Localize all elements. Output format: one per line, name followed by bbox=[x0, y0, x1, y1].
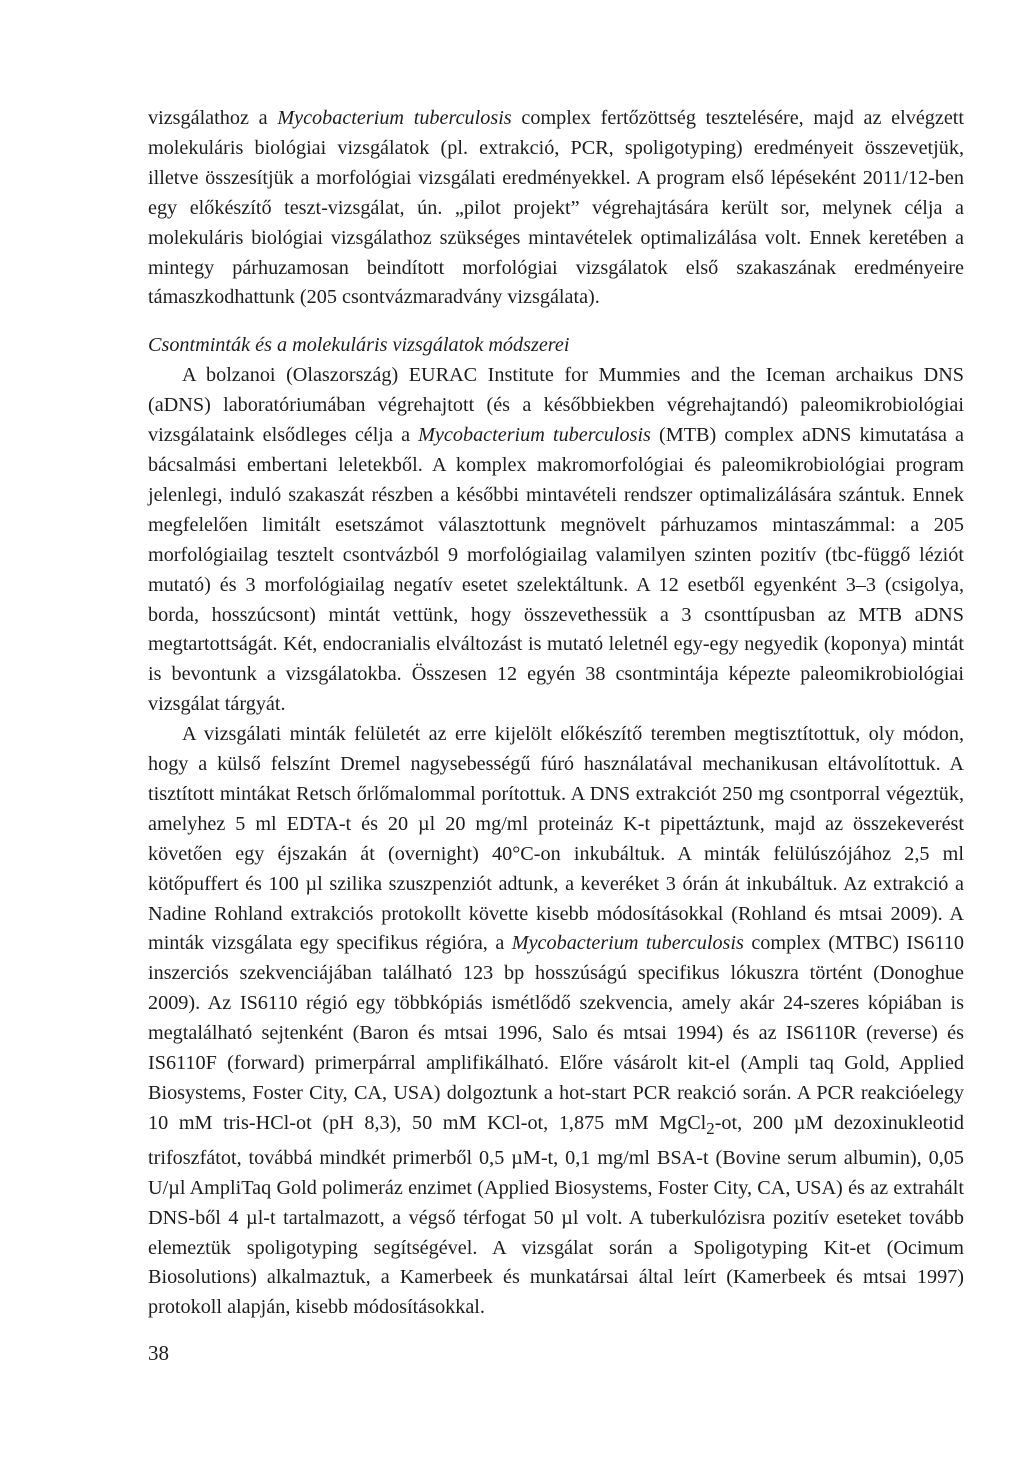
document-page bbox=[148, 104, 964, 1323]
paragraph-methods-procedure bbox=[148, 720, 964, 1323]
paragraph-text: A bolzanoi (Olaszország) EURAC Institute for Mummies and the Iceman archaikus DNS (aDNS) laboratóriumában végrehajtott (és a későbbiekben végrehajtandó) paleomikrobiológiai vizsgálataink elsődleges célja a bbox=[148, 364, 964, 447]
paragraph-text: A vizsgálati minták felületét az erre kijelölt előkészítő teremben megtisztítottuk, oly módon, hogy a külső felszínt Dremel nagysebességű fúró használatával mechanikusan eltávolítottuk. A tisztított mintákat Retsch őrlőmalommal porítottuk. A DNS extrakciót 250 mg csontporral végeztük, amelyhez 5 ml EDTA-t és 20 µl 20 mg/ml proteináz K-t pipettáztunk, majd az összekeverést követően egy éjszakán át (overnight) 40°C-on inkubáltuk. A minták felülúszójához 2,5 ml kötőpuffert és 100 µl szilika szuszpenziót adtunk, a keveréket 3 órán át inkubáltuk. Az extrakció a Nadine Rohland extrakciós protokollt követte kisebb módosításokkal (Rohland és mtsai 2009). A minták vizsgálata egy specifikus régióra, a bbox=[148, 723, 964, 955]
section-heading: Csontminták és a molekuláris vizsgálatok módszerei bbox=[148, 334, 570, 357]
paragraph-text: complex (MTBC) IS6110 inszerciós szekvenciájában található 123 bp hosszúságú specifikus lókuszra történt (Donoghue 2009). Az IS6110 régió egy többkópiás ismétlődő szekvencia, amely akár 24-szeres kópiában is megtalálható sejtenként (Baron és mtsai 1996, Salo és mtsai 1994) és az IS6110R (reverse) és IS6110F (forward) primerpárral amplifikálható. Előre vásárolt kit-el (Ampli taq Gold, Applied Biosystems, Foster City, CA, USA) dolgoztunk a hot-start PCR reakció során. A PCR reakcióelegy 10 mM tris-HCl-ot (pH 8,3), 50 mM KCl-ot, 1,875 mM MgCl bbox=[148, 932, 965, 1134]
paragraph-text: -ot, 200 µM dezoxinukleotid trifoszfátot, továbbá mindkét primerből 0,5 µM-t, 0,1 mg/ml BSA-t (Bovine serum albumin), 0,05 U/µl AmpliTaq Gold polimeráz enzimet (Applied Biosystems, Foster City, CA, USA) és az extrahált DNS-ből 4 µl-t tartalmazott, a végső térfogat 50 µl volt. A tuberkulózisra pozitív eseteket tovább elemeztük spoligotyping segítségével. A vizsgálat során a Spoligotyping Kit-et (Ocimum Biosolutions) alkalmaztuk, a Kamerbeek és munkatársai által leírt (Kamerbeek és mtsai 1997) protokoll alapján, kisebb módosításokkal. bbox=[148, 1111, 964, 1319]
paragraph-intro bbox=[148, 104, 964, 313]
paragraph-text: vizsgálathoz a bbox=[148, 107, 278, 129]
paragraph-methods-aim bbox=[148, 361, 964, 720]
paragraph-text: complex fertőzöttség tesztelésére, majd az elvégzett molekuláris biológiai vizsgálatok (pl. extrakció, PCR, spoligotyping) eredményeit összevetjük, illetve összesítjük a morfológiai vizsgálati eredményekkel. A program első lépéseként 2011/12-ben egy előkészítő teszt-vizsgálat, ún. „pilot projekt” végrehajtására került sor, melynek célja a molekuláris biológiai vizsgálathoz szükséges mintavételek optimalizálása volt. Ennek keretében a mintegy párhuzamosan beindított morfológiai vizsgálatok első szakaszának eredményeire támaszkodhattunk (205 csontvázmaradvány vizsgálata). bbox=[148, 107, 965, 309]
species-name: Mycobacterium tuberculosis bbox=[277, 107, 512, 129]
species-name: Mycobacterium tuberculosis bbox=[418, 424, 651, 447]
subscript: 2 bbox=[706, 1118, 715, 1138]
species-name: Mycobacterium tuberculosis bbox=[511, 932, 744, 955]
page-number: 38 bbox=[148, 1341, 169, 1365]
paragraph-text: (MTB) complex aDNS kimutatása a bácsalmási embertani leletekből. A komplex makromorfológiai és paleomikrobiológiai program jelenlegi, induló szakaszát részben a későbbi mintavételi rendszer optimalizálására szántuk. Ennek megfelelően limitált esetszámot választottunk megnövelt párhuzamos mintaszámmal: a 205 morfológiailag tesztelt csontvázból 9 morfológiailag valamilyen szinten pozitív (tbc-függő léziót mutató) és 3 morfológiailag negatív esetet szelektáltunk. A 12 esetből egyenként 3–3 (csigolya, borda, hosszúcsont) mintát vettünk, hogy összevethessük a 3 csonttípusban az MTB aDNS megtartottságát. Két, endocranialis elváltozást is mutató leletnél egy-egy negyedik (koponya) mintát is bevontunk a vizsgálatokba. Összesen 12 egyén 38 csontmintája képezte paleomikrobiológiai vizsgálat tárgyát. bbox=[148, 424, 964, 716]
